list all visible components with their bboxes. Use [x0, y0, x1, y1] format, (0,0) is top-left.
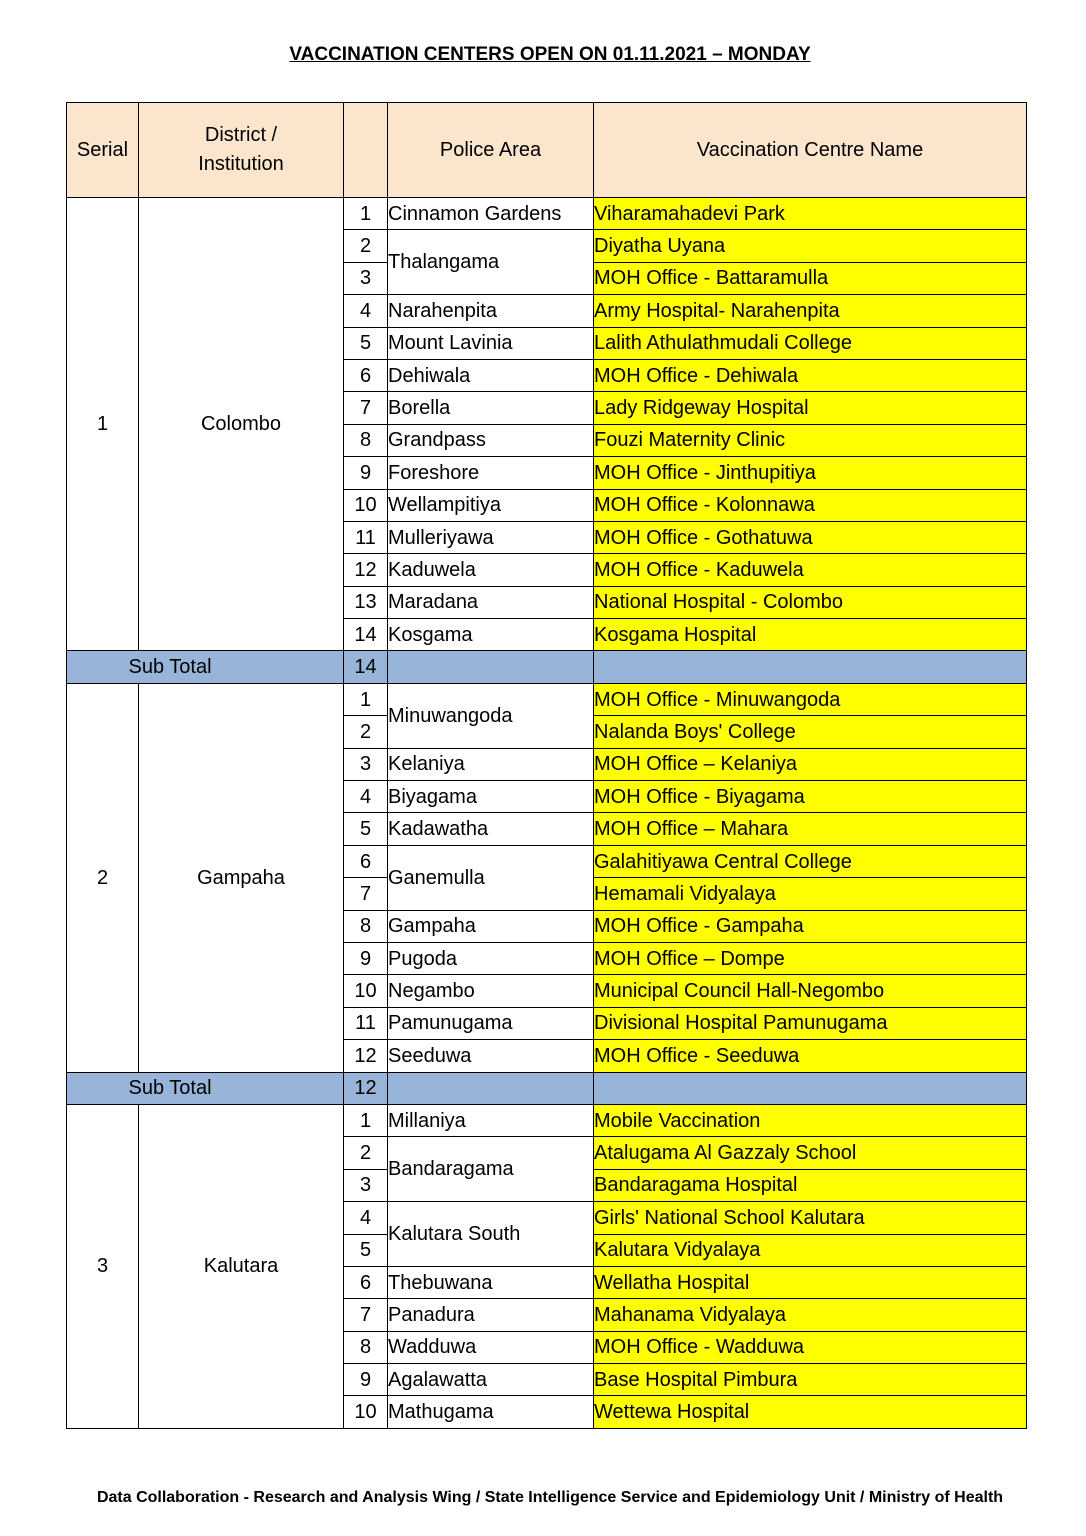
police-area: Pamunugama: [388, 1007, 594, 1039]
vaccination-centre: Viharamahadevi Park: [594, 198, 1027, 230]
vaccination-centre: MOH Office - Kaduwela: [594, 554, 1027, 586]
row-number: 5: [344, 327, 388, 359]
vaccination-centre: Wettewa Hospital: [594, 1396, 1027, 1428]
row-number: 6: [344, 1266, 388, 1298]
police-area: Panadura: [388, 1299, 594, 1331]
district-serial: 1: [67, 198, 139, 651]
police-area: Pugoda: [388, 942, 594, 974]
row-number: 7: [344, 392, 388, 424]
subtotal-empty-cell: [594, 1072, 1027, 1104]
vaccination-centre: Lady Ridgeway Hospital: [594, 392, 1027, 424]
vaccination-centre: Atalugama Al Gazzaly School: [594, 1137, 1027, 1169]
subtotal-label: Sub Total: [67, 651, 344, 683]
police-area: Kelaniya: [388, 748, 594, 780]
header-serial: Serial: [67, 103, 139, 198]
police-area: Thalangama: [388, 230, 594, 295]
row-number: 12: [344, 554, 388, 586]
vaccination-centre: Wellatha Hospital: [594, 1266, 1027, 1298]
vaccination-centre: MOH Office – Kelaniya: [594, 748, 1027, 780]
row-number: 9: [344, 1364, 388, 1396]
header-centre-name: Vaccination Centre Name: [594, 103, 1027, 198]
vaccination-centre: Bandaragama Hospital: [594, 1169, 1027, 1201]
row-number: 8: [344, 424, 388, 456]
row-number: 11: [344, 521, 388, 553]
police-area: Foreshore: [388, 457, 594, 489]
row-number: 3: [344, 748, 388, 780]
subtotal-value: 12: [344, 1072, 388, 1104]
table-row: [67, 1104, 1027, 1136]
table-row: [67, 198, 1027, 230]
police-area: Mathugama: [388, 1396, 594, 1428]
vaccination-centre: MOH Office - Battaramulla: [594, 262, 1027, 294]
police-area: Biyagama: [388, 781, 594, 813]
vaccination-centre: Hemamali Vidyalaya: [594, 878, 1027, 910]
police-area: Narahenpita: [388, 295, 594, 327]
police-area: Maradana: [388, 586, 594, 618]
subtotal-empty-cell: [388, 1072, 594, 1104]
row-number: 9: [344, 942, 388, 974]
row-number: 6: [344, 845, 388, 877]
police-area: Dehiwala: [388, 359, 594, 391]
vaccination-centre: MOH Office – Dompe: [594, 942, 1027, 974]
vaccination-centre: Base Hospital Pimbura: [594, 1364, 1027, 1396]
police-area: Borella: [388, 392, 594, 424]
header-number: [344, 103, 388, 198]
police-area: Cinnamon Gardens: [388, 198, 594, 230]
police-area: Kaduwela: [388, 554, 594, 586]
row-number: 8: [344, 910, 388, 942]
row-number: 9: [344, 457, 388, 489]
police-area: Wadduwa: [388, 1331, 594, 1363]
vaccination-centre: MOH Office - Gampaha: [594, 910, 1027, 942]
vaccination-centre: MOH Office - Minuwangoda: [594, 683, 1027, 715]
header-row: [67, 103, 1027, 198]
row-number: 4: [344, 1202, 388, 1234]
police-area: Bandaragama: [388, 1137, 594, 1202]
district-name: Colombo: [139, 198, 344, 651]
row-number: 5: [344, 813, 388, 845]
header-police-area: Police Area: [388, 103, 594, 198]
subtotal-empty-cell: [388, 651, 594, 683]
vaccination-centre: MOH Office - Jinthupitiya: [594, 457, 1027, 489]
police-area: Kadawatha: [388, 813, 594, 845]
vaccination-centre: Divisional Hospital Pamunugama: [594, 1007, 1027, 1039]
police-area: Agalawatta: [388, 1364, 594, 1396]
police-area: Millaniya: [388, 1104, 594, 1136]
row-number: 7: [344, 878, 388, 910]
row-number: 3: [344, 1169, 388, 1201]
police-area: Kalutara South: [388, 1202, 594, 1267]
district-name: Gampaha: [139, 683, 344, 1072]
row-number: 2: [344, 716, 388, 748]
row-number: 1: [344, 198, 388, 230]
police-area: Mount Lavinia: [388, 327, 594, 359]
row-number: 2: [344, 1137, 388, 1169]
district-serial: 3: [67, 1104, 139, 1428]
vaccination-centres-table: [66, 102, 1027, 1429]
page-title: VACCINATION CENTERS OPEN ON 01.11.2021 – MONDAY: [289, 44, 811, 65]
row-number: 3: [344, 262, 388, 294]
vaccination-centre: MOH Office - Kolonnawa: [594, 489, 1027, 521]
police-area: Thebuwana: [388, 1266, 594, 1298]
district-name: Kalutara: [139, 1104, 344, 1428]
vaccination-centre: Nalanda Boys' College: [594, 716, 1027, 748]
vaccination-centre: National Hospital - Colombo: [594, 586, 1027, 618]
subtotal-empty-cell: [594, 651, 1027, 683]
vaccination-centre: Mahanama Vidyalaya: [594, 1299, 1027, 1331]
vaccination-centre: Kosgama Hospital: [594, 619, 1027, 651]
row-number: 10: [344, 1396, 388, 1428]
vaccination-centre: Fouzi Maternity Clinic: [594, 424, 1027, 456]
vaccination-centre: Kalutara Vidyalaya: [594, 1234, 1027, 1266]
header-district: District / Institution: [139, 103, 344, 198]
vaccination-centre: MOH Office - Seeduwa: [594, 1040, 1027, 1072]
row-number: 2: [344, 230, 388, 262]
vaccination-centre: Lalith Athulathmudali College: [594, 327, 1027, 359]
row-number: 8: [344, 1331, 388, 1363]
row-number: 13: [344, 586, 388, 618]
row-number: 6: [344, 359, 388, 391]
row-number: 1: [344, 1104, 388, 1136]
vaccination-centre: MOH Office - Biyagama: [594, 781, 1027, 813]
subtotal-row: [67, 1072, 1027, 1104]
row-number: 5: [344, 1234, 388, 1266]
footer-credit: Data Collaboration - Research and Analysis Wing / State Intelligence Service and Epidemiology Unit / Ministry of Health: [96, 1489, 1004, 1506]
vaccination-centre: Army Hospital- Narahenpita: [594, 295, 1027, 327]
row-number: 12: [344, 1040, 388, 1072]
police-area: Seeduwa: [388, 1040, 594, 1072]
police-area: Gampaha: [388, 910, 594, 942]
police-area: Kosgama: [388, 619, 594, 651]
table-row: [67, 683, 1027, 715]
row-number: 7: [344, 1299, 388, 1331]
vaccination-centre: Diyatha Uyana: [594, 230, 1027, 262]
row-number: 1: [344, 683, 388, 715]
vaccination-centre: MOH Office – Mahara: [594, 813, 1027, 845]
row-number: 10: [344, 975, 388, 1007]
vaccination-centre: Girls' National School Kalutara: [594, 1202, 1027, 1234]
police-area: Wellampitiya: [388, 489, 594, 521]
subtotal-row: [67, 651, 1027, 683]
district-serial: 2: [67, 683, 139, 1072]
police-area: Ganemulla: [388, 845, 594, 910]
police-area: Negambo: [388, 975, 594, 1007]
row-number: 14: [344, 619, 388, 651]
vaccination-centre: Mobile Vaccination: [594, 1104, 1027, 1136]
vaccination-centre: MOH Office - Wadduwa: [594, 1331, 1027, 1363]
table-body: [67, 198, 1027, 1429]
vaccination-centre: MOH Office - Gothatuwa: [594, 521, 1027, 553]
police-area: Grandpass: [388, 424, 594, 456]
row-number: 4: [344, 781, 388, 813]
row-number: 4: [344, 295, 388, 327]
police-area: Minuwangoda: [388, 683, 594, 748]
police-area: Mulleriyawa: [388, 521, 594, 553]
subtotal-value: 14: [344, 651, 388, 683]
vaccination-centre: Municipal Council Hall-Negombo: [594, 975, 1027, 1007]
vaccination-centre: MOH Office - Dehiwala: [594, 359, 1027, 391]
row-number: 11: [344, 1007, 388, 1039]
subtotal-label: Sub Total: [67, 1072, 344, 1104]
row-number: 10: [344, 489, 388, 521]
vaccination-centre: Galahitiyawa Central College: [594, 845, 1027, 877]
